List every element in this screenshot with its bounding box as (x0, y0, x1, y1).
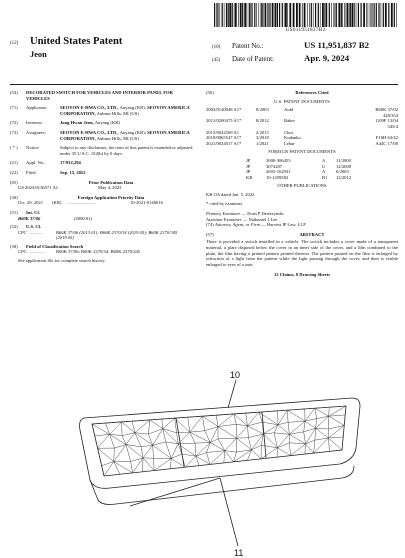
foreign-ref-kind: A (322, 157, 326, 163)
field-search-label: Field of Classification Search (26, 243, 84, 249)
cpc-text: B60K 37/06 (2013.01); B60K 2370/34 (2019.05); B60K 2370/345 (2019.05) (56, 229, 178, 241)
filed-label: Filed: (26, 169, 37, 175)
assistant-examiner-label: Assistant Examiner (206, 216, 242, 222)
code-72: (72) (10, 120, 18, 126)
filed-date: Sep. 15, 2022 (60, 169, 86, 175)
foreign-priority-country: (KR) (52, 200, 62, 206)
code-52: (52) (10, 224, 18, 230)
foreign-priority-row (10, 200, 196, 206)
prior-pub: US 2023/0136371 A1 (18, 185, 59, 191)
us-ref-date: 8/2003 (256, 107, 269, 113)
primary-examiner-label: Primary Examiner (206, 211, 241, 217)
doc-type: United States Patent (30, 36, 123, 47)
code-65: (65) (10, 179, 18, 185)
us-ref-number: 2021/0024017 A1* (206, 140, 242, 146)
date-label: Date of Patent: (232, 55, 274, 63)
foreign-ref-country: JP (246, 157, 251, 163)
foreign-refs-list (206, 158, 398, 180)
foreign-priority-date: Oct. 29, 2021 (18, 200, 44, 206)
right-column (206, 90, 398, 281)
attorney-name: — Harvest IP Law, LLP (260, 222, 306, 228)
assignee-1-name: SEOYON E-HWA CO., LTD., (60, 129, 119, 135)
refs-heading-row (206, 90, 398, 96)
code-22: (22) (10, 169, 18, 175)
us-ref-date: 8/2012 (256, 118, 269, 124)
patent-drawing (70, 368, 370, 558)
int-cl-value-row (10, 216, 196, 222)
other-pubs-heading: OTHER PUBLICATIONS (277, 183, 327, 189)
notice-label: Notice: (26, 145, 40, 151)
barcode-number: US011951837B2 (285, 27, 326, 33)
prior-date: May 4, 2023 (98, 185, 122, 191)
foreign-ref-number: 10-1209582 (266, 174, 289, 180)
us-ref-date: 2/2015 (256, 129, 269, 135)
cpc-label: CPC (18, 229, 27, 235)
foreign-ref-number: 3074287 (266, 163, 283, 169)
cited-by-examiner: * cited by examiner (206, 200, 243, 206)
us-ref-number: 2015/0042569 A1 (206, 129, 240, 135)
foreign-ref-kind: B1 (322, 174, 328, 180)
inventor-surname: Jeon (30, 50, 47, 59)
foreign-priority-heading: Foreign Application Priority Data (77, 194, 145, 200)
code-54: (54) (10, 90, 18, 95)
code-57: (57) (206, 231, 214, 237)
inventor-value (60, 120, 196, 126)
applicant-1-location: Anyang (KR); (118, 105, 148, 111)
code-30: (30) (10, 194, 18, 200)
foreign-ref-number: 2003-162931 (266, 169, 291, 175)
us-ref-row (206, 141, 398, 147)
applicants-value (60, 105, 196, 116)
us-ref-name: Kudanko (284, 135, 301, 141)
field-applicants (10, 105, 196, 116)
us-ref-class: B60K 37/02 (375, 107, 398, 113)
header-left (10, 36, 205, 59)
foreign-docs-heading: FOREIGN PATENT DOCUMENTS (268, 149, 336, 155)
attorney-label: Attorney, Agent, or Firm (214, 222, 261, 228)
patent-date: Apr. 9, 2024 (304, 53, 350, 63)
assignees-value (60, 130, 196, 141)
inventor-location: Anyang (KR) (93, 120, 120, 126)
int-cl-label: Int. Cl. (26, 209, 40, 215)
us-ref-name: Auld (284, 107, 294, 113)
header-right (212, 36, 400, 63)
printed-pattern (92, 406, 346, 476)
abstract-heading: ABSTRACT (299, 231, 325, 237)
code-58: (58) (10, 243, 18, 249)
applicant-2-location: Auburn Hills, MI (US) (95, 110, 139, 116)
cpc-dots: ........... (30, 229, 43, 235)
code-56: (56) (206, 90, 214, 95)
ref-label-10: 10 (230, 370, 241, 380)
switch-drawing (70, 368, 370, 558)
assignees-label: Assignees: (26, 129, 46, 135)
us-ref-number: 2018/0065547 A1* (206, 135, 242, 141)
assignee-2-name: SEOYON AMERICA CORPORATION, (60, 129, 190, 141)
code-71: (71) (10, 105, 18, 111)
us-ref-name: Baker (284, 118, 295, 124)
ref-label-11: 11 (234, 548, 244, 558)
date-line (212, 53, 400, 63)
field-cpc-label: CPC (18, 249, 27, 255)
code-21: (21) (10, 160, 18, 166)
see-application: See application file for complete search history. (18, 258, 106, 264)
field-appl-no (10, 160, 196, 166)
us-ref-number: 2012/0200475 A1* (206, 118, 242, 124)
code-12: (12) (10, 41, 19, 46)
cable-line (130, 478, 220, 506)
leader-line-10 (228, 380, 236, 408)
header-rule (10, 84, 398, 85)
code-51: (51) (10, 209, 18, 215)
code-73: (73) (10, 129, 18, 135)
code-notice: ( * ) (10, 145, 18, 151)
foreign-ref-kind: U (322, 163, 326, 169)
foreign-ref-country: KR (246, 174, 253, 180)
barcode (214, 3, 397, 27)
inventor-name: Jong Hwan Jeon, (60, 120, 94, 126)
field-cpc-row (10, 249, 196, 255)
applicants-label: Applicants: (26, 105, 48, 111)
us-cl-label: U.S. Cl. (26, 224, 42, 230)
inventor-line (10, 50, 205, 59)
foreign-priority-dots: ........................ (68, 200, 96, 206)
us-ref-name: Choi (284, 129, 293, 135)
assignee-2-location: Auburn Hills, MI (US) (95, 135, 139, 141)
code-10: (10) (212, 45, 221, 50)
abstract-text: There is provided a switch installed in a vehicle. The switch includes a cover made of a transparent material, a plate disposed below the cover in an inner side of the cover, and a film combined to the plate, the film having a printed pattern printed thereon. The pattern printed on the film is enlarged by refraction of a light from the pattern while the light passing through the cover, and then is visible enlarged to eyes of a user. (206, 239, 398, 267)
us-ref-date: 3/2018 (256, 135, 269, 141)
field-cpc-text: B60K 37/06; B60K 2370/34; B60K 2370/345 (56, 249, 141, 255)
code-45: (45) (212, 58, 221, 63)
inventor-label: Inventor: (26, 120, 43, 126)
foreign-ref-country: JP (246, 163, 251, 169)
code-74: (74) (206, 222, 214, 228)
appl-no: 17/932,294 (60, 160, 81, 166)
int-cl-year: (2006.01) (74, 215, 92, 221)
patent-number: US 11,951,837 B2 (304, 40, 370, 50)
foreign-ref-date: 12/2012 (336, 174, 352, 180)
field-inventor (10, 120, 196, 126)
foreign-ref-row (246, 175, 398, 181)
attorney (206, 222, 398, 228)
field-title (10, 90, 196, 101)
abstract-heading-row (206, 232, 398, 238)
other-pubs-text: KR OA dated Jan. 5, 2022. (206, 191, 256, 197)
claims-summary: 12 Claims, 8 Drawing Sheets (273, 272, 331, 278)
int-cl-class: B60K 37/06 (18, 215, 41, 221)
leader-line-11 (220, 478, 238, 546)
patent-title: DECORATED SWITCH FOR VEHICLES AND INTERIOR PANEL FOR VEHICLES (26, 90, 173, 101)
us-refs-list (206, 107, 398, 146)
applicant-2-name: SEOYON AMERICA CORPORATION, (60, 105, 190, 116)
us-ref-name: Lebar (284, 140, 295, 146)
us-ref-class: A44C 17/00 (375, 140, 398, 146)
us-ref-number: 2003/0140048 A1* (206, 107, 242, 113)
applicant-1-name: SEOYON E-HWA CO., LTD., (60, 105, 119, 111)
foreign-ref-kind: A (322, 169, 326, 175)
assistant-examiner-name: — Nathaniel J Lee (241, 216, 278, 222)
foreign-ref-date: 12/2000 (336, 163, 352, 169)
cpc-row (10, 230, 196, 241)
primary-examiner-name: — Evan P Dzierzynski (240, 211, 284, 217)
us-ref-class: 345/4 (387, 123, 398, 129)
us-ref-date: 1/2021 (256, 140, 269, 146)
notice-text: Subject to any disclaimer, the term of this patent is extended or adjusted under 35 U.S.C. 154(b) by 0 days. (60, 145, 193, 156)
prior-pub-row (10, 185, 196, 191)
foreign-priority-number: 10-2021-0146616 (130, 200, 163, 206)
us-docs-heading: U.S. PATENT DOCUMENTS (274, 98, 330, 104)
doc-type-line (10, 36, 205, 47)
us-ref-class: G09F 13/04 (375, 118, 398, 124)
us-ref-class: 428/354 (382, 112, 398, 118)
refs-heading: References Cited (295, 90, 329, 95)
foreign-ref-country: JP (246, 169, 251, 175)
us-ref-class: F16H 63/42 (375, 135, 398, 141)
appl-no-label: Appl. No.: (26, 160, 46, 166)
field-filed (10, 170, 196, 176)
foreign-ref-date: 11/2000 (336, 157, 351, 163)
left-column (10, 90, 196, 264)
field-assignees (10, 130, 196, 141)
patent-number-line (212, 40, 400, 50)
housing-outline (80, 398, 361, 488)
foreign-ref-date: 6/2003 (336, 169, 349, 175)
assignee-1-location: Anyang (KR); (118, 129, 148, 135)
patent-number-label: Patent No.: (232, 42, 264, 50)
field-notice (10, 145, 196, 156)
prior-heading: Prior Publication Data (88, 179, 134, 185)
foreign-ref-number: 2000-306453 (266, 157, 291, 163)
field-cpc-dots: ............ (30, 249, 44, 255)
